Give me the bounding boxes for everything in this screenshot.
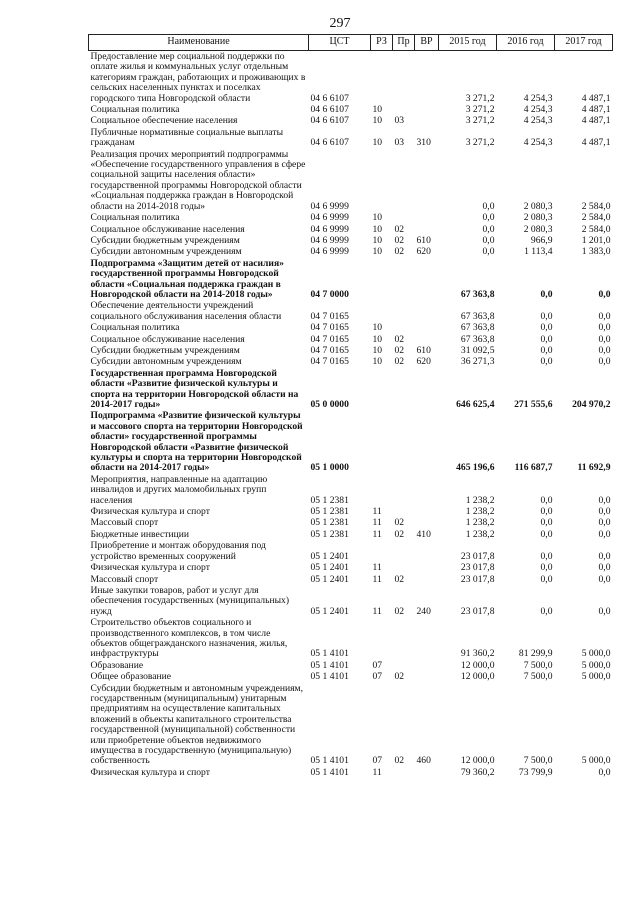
row-rz: 10	[372, 344, 383, 356]
row-name: Социальное обеспечение населения	[90, 115, 238, 127]
row-vr	[415, 660, 439, 671]
row-pr	[393, 212, 415, 223]
row-name: Физическая культура и спорт	[90, 506, 210, 518]
row-cst: 04 7 0165	[310, 322, 349, 334]
table-row	[89, 149, 613, 212]
row-cst: 05 1 2381	[310, 528, 349, 540]
row-vr	[415, 574, 439, 585]
row-name: Приобретение и монтаж оборудования под устройство временных сооружений	[90, 540, 266, 562]
row-vr	[415, 149, 439, 212]
row-2017: 4 487,1	[581, 115, 611, 127]
row-pr: 02	[394, 573, 405, 585]
row-cst: 04 6 6107	[310, 92, 349, 104]
row-name: Социальная политика	[90, 322, 180, 334]
row-cst: 04 6 6107	[310, 115, 349, 127]
row-name: Мероприятия, направленные на адаптацию инвалидов и других маломобильных групп населения	[90, 473, 268, 506]
row-pr	[393, 104, 415, 115]
row-2017: 0,0	[598, 333, 611, 345]
row-2015: 3 271,2	[465, 92, 495, 104]
row-2015: 12 000,0	[460, 755, 495, 767]
row-name: Социальное обслуживание населения	[90, 223, 245, 235]
header-name: Наименование	[89, 35, 309, 51]
row-name: Иные закупки товаров, работ и услуг для обеспечения государственных (муниципальных) нужд	[90, 584, 290, 617]
row-2015: 646 625,4	[456, 399, 495, 410]
row-cst: 04 7 0000	[310, 288, 349, 300]
row-2016: 2 080,3	[523, 223, 553, 235]
row-vr: 410	[416, 528, 431, 540]
table-row	[89, 51, 613, 105]
row-rz: 10	[372, 356, 383, 368]
header-pr: Пр	[393, 35, 415, 51]
row-2016: 7 500,0	[523, 755, 553, 767]
row-pr	[393, 258, 415, 301]
row-2017: 0,0	[598, 573, 611, 585]
row-rz: 10	[372, 104, 383, 116]
row-name: Образование	[90, 659, 144, 671]
row-rz	[371, 410, 393, 473]
table-row	[89, 224, 613, 235]
row-cst: 04 6 9999	[310, 200, 349, 212]
row-2015: 0,0	[482, 200, 495, 212]
row-2017: 1 383,0	[581, 246, 611, 258]
row-2015: 1 238,2	[465, 506, 495, 518]
row-2017: 0,0	[598, 517, 611, 529]
row-2015: 0,0	[482, 234, 495, 246]
row-vr: 620	[416, 246, 431, 258]
row-name: Социальная политика	[90, 104, 180, 116]
row-vr	[415, 224, 439, 235]
row-pr	[393, 300, 415, 322]
row-vr	[415, 671, 439, 682]
row-2017: 4 487,1	[581, 92, 611, 104]
row-vr	[415, 322, 439, 333]
row-2016: 0,0	[540, 356, 553, 368]
row-rz: 10	[372, 234, 383, 246]
table-row	[89, 322, 613, 333]
row-name: Физическая культура и спорт	[90, 766, 210, 778]
row-2016: 0,0	[540, 288, 553, 300]
row-rz: 10	[372, 322, 383, 334]
table-row	[89, 617, 613, 660]
row-pr: 02	[394, 528, 405, 540]
row-rz: 11	[372, 605, 382, 617]
row-2016: 0,0	[540, 605, 553, 617]
row-vr	[415, 767, 439, 778]
row-pr	[393, 322, 415, 333]
row-vr	[415, 540, 439, 562]
row-2015: 91 360,2	[460, 648, 495, 660]
row-2016: 0,0	[540, 322, 553, 334]
row-pr: 02	[394, 605, 405, 617]
row-2017: 0,0	[598, 356, 611, 368]
row-2016: 4 254,3	[523, 137, 553, 149]
row-cst: 05 1 2401	[310, 550, 349, 562]
row-cst: 05 1 4101	[310, 766, 349, 778]
row-rz: 11	[372, 528, 382, 540]
row-pr: 02	[394, 344, 405, 356]
table-row	[89, 115, 613, 126]
row-name: Обеспечение деятельности учреждений социального обслуживания населения области	[90, 300, 282, 322]
row-pr	[393, 562, 415, 573]
row-rz	[371, 51, 393, 105]
row-2015: 31 092,5	[460, 344, 495, 356]
row-name: Реализация прочих мероприятий подпрограммы «Обеспечение государственного управления в сфере социальной защиты населения области» государственной программы Новгородской области «Социальная поддержка граждан в Новгородской области на 2014-2018 годы»	[90, 148, 306, 212]
row-name: Государственная программа Новгородской области «Развитие физической культуры и спорта на территории Новгородской области на 2014-2017 годы»	[90, 367, 299, 410]
row-2016: 966,9	[530, 234, 553, 246]
row-name: Предоставление мер социальной поддержки по оплате жилья и коммунальных услуг отдельным категориям граждан, работающих и проживающих в сельских населенных пунктах и поселках городского типа Новгородской области	[90, 51, 306, 104]
row-2015: 3 271,2	[465, 137, 495, 149]
table-header-row	[89, 35, 613, 51]
table-row	[89, 334, 613, 345]
row-name: Социальное обслуживание населения	[90, 333, 245, 345]
row-2017: 0,0	[598, 494, 611, 506]
row-vr	[415, 368, 439, 411]
row-cst: 05 1 2401	[310, 605, 349, 617]
table-row	[89, 585, 613, 617]
page-number: 297	[329, 16, 351, 31]
row-pr	[393, 540, 415, 562]
row-2016: 0,0	[540, 562, 553, 574]
row-rz: 11	[372, 766, 382, 778]
row-pr	[393, 51, 415, 105]
row-vr	[415, 474, 439, 506]
row-cst: 04 7 0165	[310, 333, 349, 345]
row-2017: 5 000,0	[581, 755, 611, 767]
row-pr: 02	[394, 246, 405, 258]
row-2016: 0,0	[540, 333, 553, 345]
row-name: Подпрограмма «Развитие физической культуры и массового спорта на территории Новгородской области» государственной программы Новгородской области «Развитие физической культуры и спорта на территории Новгородской области на 2014-2017 годы»	[90, 410, 303, 474]
table-row	[89, 410, 613, 473]
row-2017: 0,0	[598, 322, 611, 334]
row-name: Подпрограмма «Защитим детей от насилия» государственной программы Новгородской области «Социальная поддержка граждан в Новгородской области на 2014-2018 годы»	[90, 257, 284, 300]
row-cst: 05 1 2401	[310, 573, 349, 585]
row-vr: 620	[416, 356, 431, 368]
row-name: Субсидии бюджетным и автономным учреждениям, государственным (муниципальным) унитарным предприятиям на осуществление капитальных вложений в объекты капитального строительства государственной (муниципальной) собственности или приобретение объектов недвижимого имущества в государственную (муниципальную) собственность	[90, 682, 304, 767]
row-2015: 3 271,2	[465, 115, 495, 127]
row-cst: 05 1 2401	[310, 562, 349, 574]
row-pr: 02	[394, 517, 405, 529]
table-row	[89, 104, 613, 115]
row-rz: 10	[372, 212, 383, 224]
row-cst: 05 0 0000	[310, 399, 349, 410]
row-2016: 0,0	[540, 573, 553, 585]
row-rz: 10	[372, 333, 383, 345]
table-row	[89, 540, 613, 562]
row-pr	[393, 506, 415, 517]
row-2015: 0,0	[482, 212, 495, 224]
row-2015: 465 196,6	[456, 462, 495, 474]
row-2016: 0,0	[540, 528, 553, 540]
row-pr	[393, 474, 415, 506]
table-row	[89, 300, 613, 322]
row-cst: 04 6 6107	[310, 104, 349, 116]
row-vr	[415, 258, 439, 301]
table-row	[89, 368, 613, 411]
row-cst: 05 1 2381	[310, 517, 349, 529]
row-2017: 0,0	[598, 288, 611, 300]
table-row	[89, 529, 613, 540]
row-rz	[371, 617, 393, 660]
row-cst: 04 7 0165	[310, 310, 349, 322]
row-2017: 0,0	[598, 310, 611, 322]
row-2017: 11 692,9	[577, 462, 611, 474]
row-cst: 05 1 4101	[310, 659, 349, 671]
row-cst: 05 1 4101	[310, 755, 349, 767]
table-row	[89, 671, 613, 682]
row-2015: 12 000,0	[460, 671, 495, 683]
row-cst: 04 7 0165	[310, 344, 349, 356]
row-pr: 02	[394, 671, 405, 683]
row-vr: 310	[416, 137, 431, 149]
row-rz: 10	[372, 115, 383, 127]
header-vr: ВР	[415, 35, 439, 51]
row-rz	[371, 474, 393, 506]
row-2015: 1 238,2	[465, 494, 495, 506]
table-row	[89, 258, 613, 301]
table-row	[89, 235, 613, 246]
row-rz: 11	[372, 517, 382, 529]
row-2016: 2 080,3	[523, 200, 553, 212]
row-vr	[415, 212, 439, 223]
table-row	[89, 356, 613, 367]
table-row	[89, 127, 613, 149]
row-rz	[371, 300, 393, 322]
row-vr	[415, 51, 439, 105]
header-rz: РЗ	[371, 35, 393, 51]
row-2017: 1 201,0	[581, 234, 611, 246]
row-2015: 12 000,0	[460, 659, 495, 671]
row-pr: 03	[394, 115, 405, 127]
row-2017: 5 000,0	[581, 648, 611, 660]
row-2017: 4 487,1	[581, 137, 611, 149]
row-2017: 2 584,0	[581, 200, 611, 212]
row-2016: 0,0	[540, 344, 553, 356]
row-2015: 23 017,8	[460, 550, 495, 562]
row-2015: 0,0	[482, 246, 495, 258]
table-row	[89, 660, 613, 671]
table-row	[89, 474, 613, 506]
row-2016: 271 555,6	[514, 399, 553, 410]
row-rz: 10	[372, 137, 383, 149]
table-row	[89, 574, 613, 585]
row-2016: 4 254,3	[523, 92, 553, 104]
row-cst: 04 6 9999	[310, 234, 349, 246]
row-vr	[415, 617, 439, 660]
header-cst: ЦСТ	[309, 35, 371, 51]
row-2017: 2 584,0	[581, 212, 611, 224]
row-vr	[415, 115, 439, 126]
row-2017: 4 487,1	[581, 104, 611, 116]
row-2016: 0,0	[540, 310, 553, 322]
row-2015: 67 363,8	[460, 322, 495, 334]
row-cst: 05 1 4101	[310, 648, 349, 660]
row-2015: 23 017,8	[460, 573, 495, 585]
row-rz: 07	[372, 755, 383, 767]
row-2017: 0,0	[598, 605, 611, 617]
row-2016: 116 687,7	[514, 462, 553, 474]
row-pr: 02	[394, 755, 405, 767]
table-row	[89, 212, 613, 223]
row-2017: 2 584,0	[581, 223, 611, 235]
table-row	[89, 506, 613, 517]
row-rz: 11	[372, 562, 382, 574]
row-name: Строительство объектов социального и производственного комплексов, в том числе объектов общегражданского назначения, жилья, инфраструктуры	[90, 617, 288, 660]
row-pr: 02	[394, 234, 405, 246]
row-name: Массовый спорт	[90, 573, 159, 585]
table-row	[89, 517, 613, 528]
row-vr	[415, 300, 439, 322]
row-2017: 5 000,0	[581, 671, 611, 683]
row-vr: 240	[416, 605, 431, 617]
row-name: Бюджетные инвестиции	[90, 528, 189, 540]
row-rz: 07	[372, 659, 383, 671]
row-name: Общее образование	[90, 671, 172, 683]
table-row	[89, 246, 613, 257]
row-2017: 0,0	[598, 344, 611, 356]
header-2016: 2016 год	[497, 35, 555, 51]
row-2016: 4 254,3	[523, 115, 553, 127]
row-2016: 1 113,4	[524, 246, 553, 258]
table-row	[89, 345, 613, 356]
row-2016: 0,0	[540, 550, 553, 562]
row-rz: 10	[372, 223, 383, 235]
row-pr: 03	[394, 137, 405, 149]
header-2017: 2017 год	[555, 35, 613, 51]
row-name: Физическая культура и спорт	[90, 562, 210, 574]
row-pr	[393, 617, 415, 660]
row-2017: 5 000,0	[581, 659, 611, 671]
row-cst: 05 1 2381	[310, 506, 349, 518]
row-2015: 0,0	[482, 223, 495, 235]
table-body	[89, 51, 613, 779]
row-pr	[393, 368, 415, 411]
row-rz: 07	[372, 671, 383, 683]
row-2016: 0,0	[540, 494, 553, 506]
row-name: Субсидии бюджетным учреждениям	[90, 344, 240, 356]
row-name: Массовый спорт	[90, 517, 159, 529]
row-cst: 04 6 6107	[310, 137, 349, 149]
table-row	[89, 683, 613, 767]
row-rz	[371, 149, 393, 212]
row-rz: 11	[372, 506, 382, 518]
row-cst: 05 1 2381	[310, 494, 349, 506]
row-pr: 02	[394, 223, 405, 235]
row-vr	[415, 562, 439, 573]
row-2015: 23 017,8	[460, 562, 495, 574]
row-vr: 460	[416, 755, 431, 767]
row-cst: 05 1 0000	[310, 462, 349, 474]
row-cst: 04 6 9999	[310, 212, 349, 224]
row-rz: 11	[372, 573, 382, 585]
row-cst: 04 6 9999	[310, 246, 349, 258]
row-2016: 81 299,9	[518, 648, 553, 660]
row-2015: 1 238,2	[465, 528, 495, 540]
row-2016: 7 500,0	[523, 659, 553, 671]
row-name: Публичные нормативные социальные выплаты гражданам	[90, 126, 284, 149]
row-2016: 2 080,3	[523, 212, 553, 224]
row-2015: 1 238,2	[465, 517, 495, 529]
row-2015: 67 363,8	[460, 310, 495, 322]
row-2016: 0,0	[540, 517, 553, 529]
header-2015: 2015 год	[439, 35, 497, 51]
row-pr	[393, 767, 415, 778]
row-pr: 02	[394, 333, 405, 345]
row-2015: 67 363,8	[460, 288, 495, 300]
table-row	[89, 562, 613, 573]
row-cst: 04 6 9999	[310, 223, 349, 235]
row-vr	[415, 410, 439, 473]
row-2015: 79 360,2	[460, 766, 495, 778]
row-vr	[415, 506, 439, 517]
row-name: Субсидии автономным учреждениям	[90, 246, 242, 258]
row-2017: 204 970,2	[572, 399, 611, 410]
row-2016: 4 254,3	[523, 104, 553, 116]
row-name: Социальная политика	[90, 212, 180, 224]
row-vr	[415, 104, 439, 115]
row-2015: 3 271,2	[465, 104, 495, 116]
row-2017: 0,0	[598, 562, 611, 574]
row-2017: 0,0	[598, 506, 611, 518]
row-rz	[371, 540, 393, 562]
row-pr	[393, 149, 415, 212]
row-2017: 0,0	[598, 550, 611, 562]
row-name: Субсидии бюджетным учреждениям	[90, 234, 240, 246]
table-row	[89, 767, 613, 778]
row-2017: 0,0	[598, 528, 611, 540]
row-name: Субсидии автономным учреждениям	[90, 356, 242, 368]
row-vr	[415, 517, 439, 528]
row-2016: 0,0	[540, 506, 553, 518]
row-rz: 10	[372, 246, 383, 258]
row-pr: 02	[394, 356, 405, 368]
row-rz	[371, 368, 393, 411]
row-rz	[371, 258, 393, 301]
row-pr	[393, 660, 415, 671]
row-2015: 36 271,3	[460, 356, 495, 368]
row-2015: 67 363,8	[460, 333, 495, 345]
budget-table	[88, 34, 613, 778]
row-2017: 0,0	[598, 766, 611, 778]
row-2016: 73 799,9	[518, 766, 553, 778]
row-2015: 23 017,8	[460, 605, 495, 617]
row-vr: 610	[416, 234, 431, 246]
row-cst: 05 1 4101	[310, 671, 349, 683]
row-vr	[415, 334, 439, 345]
row-cst: 04 7 0165	[310, 356, 349, 368]
row-vr: 610	[416, 344, 431, 356]
row-2016: 7 500,0	[523, 671, 553, 683]
row-pr	[393, 410, 415, 473]
